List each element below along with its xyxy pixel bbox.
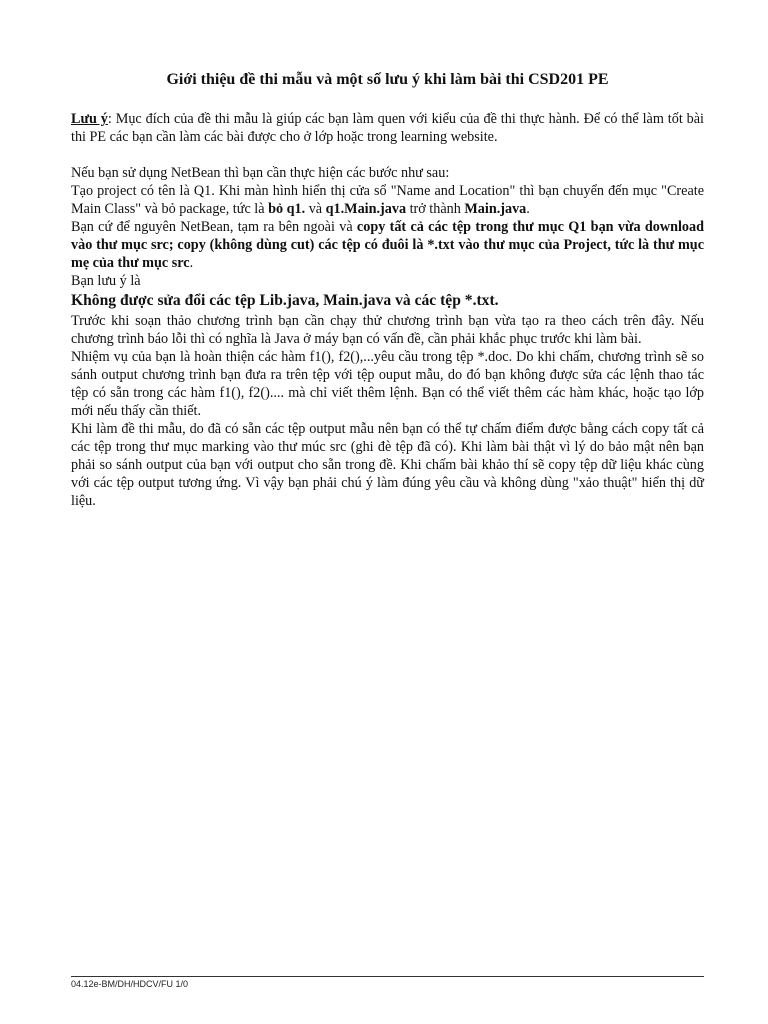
step1-text: Tạo project có tên là Q1. Khi màn hình hiển thị cửa sổ "Name and Location" thì bạn chuyển đến mục "Create Main Class" và bỏ package, tức là [71,183,704,217]
step1-bold-new-class: Main.java [464,201,527,217]
paragraph-exam: Khi làm đề thi mẫu, do đã có sẵn các tệp output mẫu nên bạn có thể tự chấm điểm được bằng cách copy tất cả các tệp trong thư mục marking vào thư múc src (ghi đè tệp đã có). Khi làm bài thật vì lý do bảo mật nên bạn phải so sánh output của bạn với output cho sẵn trong đề. Khi chấm bài khảo thí sẽ copy tệp dữ liệu khác cùng với các tệp output tương ứng. Vì vậy bạn phải chú ý làm đúng yêu cầu và không dùng "xảo thuật" hiển thị dữ liệu. [71,421,704,509]
step-create-project [71,182,704,218]
step-copy-files [71,218,704,272]
note-text: : Mục đích của đề thi mẫu là giúp các bạn làm quen với kiểu của đề thi thực hành. Để có thể làm tốt bài thi PE các bạn cần làm các bài được cho ở lớp hoặc trong learning website. [71,111,704,145]
note-label: Lưu ý [71,111,108,127]
document-body [71,110,704,510]
step1-bold-old-class: q1.Main.java [325,201,407,217]
footer-divider [71,976,704,977]
step1-bold-remove: bỏ q1. [268,201,306,217]
step1-text-and: và [305,201,326,217]
netbean-intro: Nếu bạn sử dụng NetBean thì bạn cần thực hiện các bước như sau: [71,165,450,181]
step1-period: . [526,201,530,217]
document-title: Giới thiệu đề thi mẫu và một số lưu ý khi làm bài thi CSD201 PE [166,71,609,88]
note-paragraph [71,110,704,146]
step2-period: . [189,255,194,271]
warning-heading: Không được sửa đổi các tệp Lib.java, Main.java và các tệp *.txt. [71,292,499,309]
step1-text-becomes: trở thành [406,201,465,217]
remember-line: Bạn lưu ý là [71,273,141,289]
paragraph-task: Nhiệm vụ của bạn là hoàn thiện các hàm f1(), f2(),...yêu cầu trong tệp *.doc. Do khi chấm, chương trình sẽ so sánh output chương trình bạn đưa ra trên tệp với tệp ouput mẫu, do đó bạn không được sửa các lệnh thao tác tệp có sẵn trong các hàm f1(), f2().... mà chỉ viết thêm lệnh. Bạn có thể viết thêm các hàm khác, hoặc tạo lớp mới nếu thấy cần thiết. [71,349,704,419]
footer-document-code: 04.12e-BM/DH/HDCV/FU 1/0 [71,979,189,989]
step2-bold-instructions: copy tất cả các tệp trong thư mục Q1 bạn vừa download vào thư mục src; copy (không dùng cut) các tệp có đuôi là *.txt vào thư mục của Project, tức là thư mục mẹ của thư mục src [71,219,705,271]
paragraph-gap [71,146,704,164]
step2-text: Bạn cứ để nguyên NetBean, tạm ra bên ngoài và [71,219,357,235]
paragraph-before-coding: Trước khi soạn thảo chương trình bạn cần chạy thử chương trình bạn vừa tạo ra theo cách trên đây. Nếu chương trình báo lỗi thì có nghĩa là Java ở máy bạn có vấn đề, cần phải khắc phục trước khi làm bài. [71,313,704,347]
